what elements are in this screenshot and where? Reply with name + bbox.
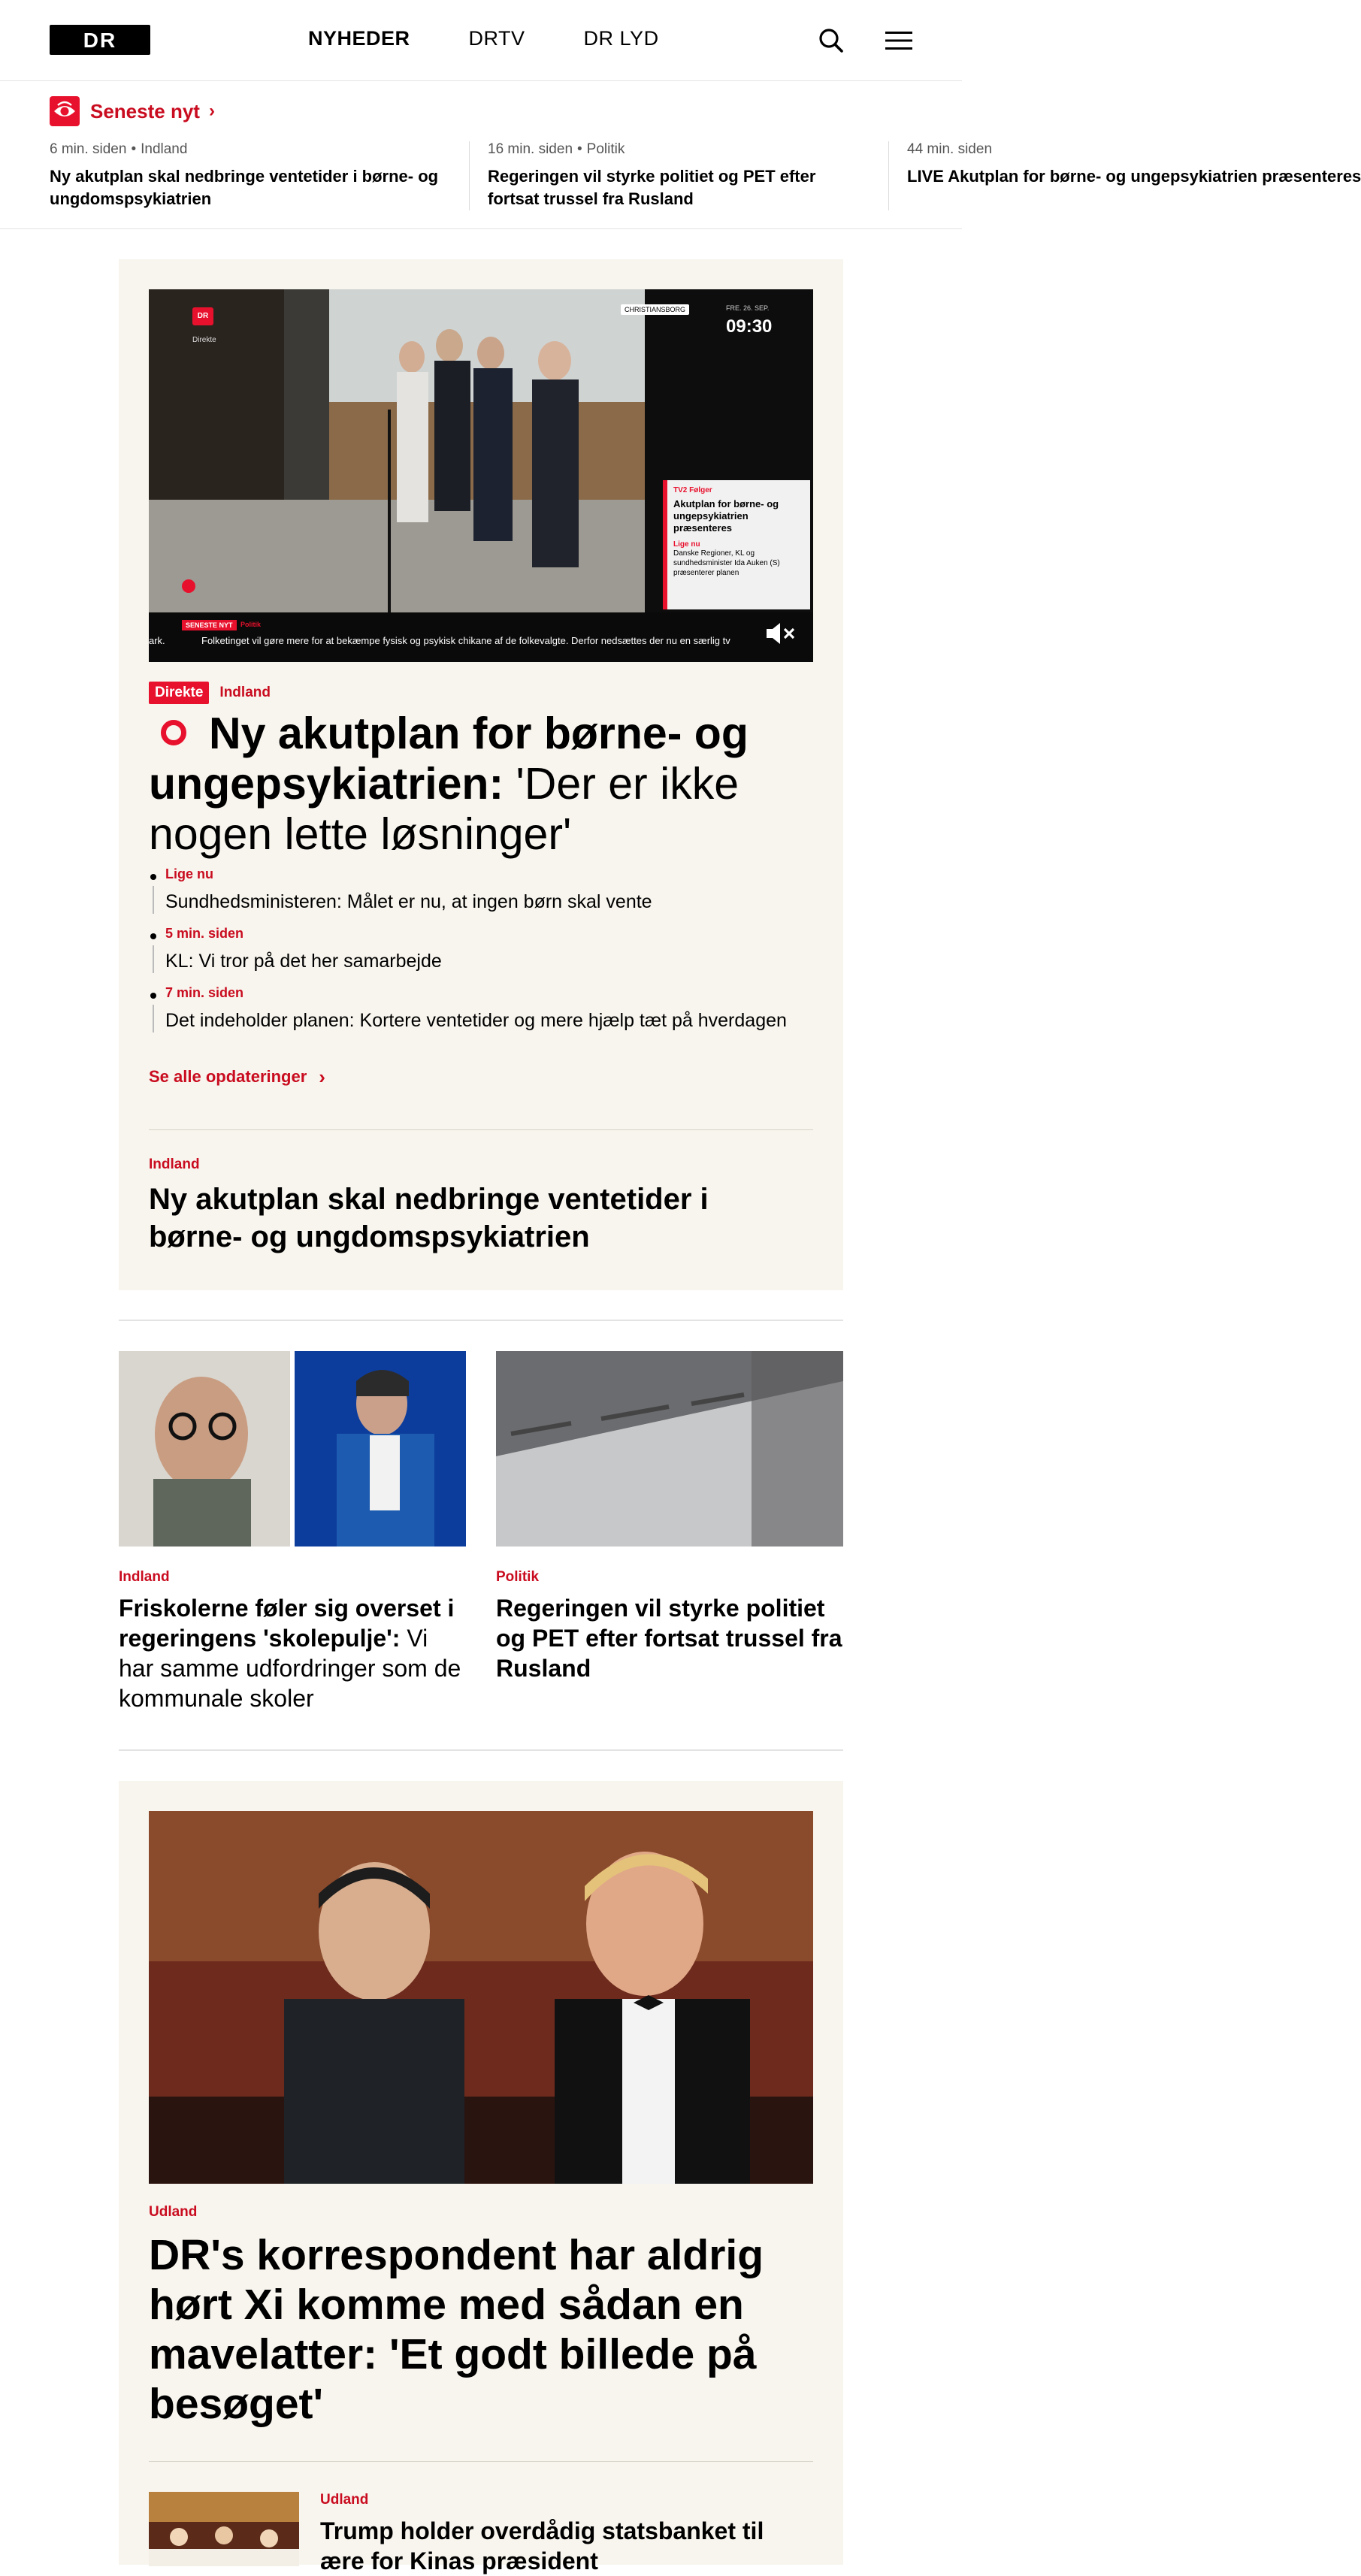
tile-category: Politik: [496, 1569, 540, 1585]
headline-rest: 'Der er ikke nogen lette løsninger': [149, 759, 739, 859]
ticker-sub: Politik: [240, 621, 262, 628]
live-update-item[interactable]: [149, 866, 795, 915]
live-updates-list: [149, 866, 795, 1045]
video-channel-label: CHRISTIANSBORG: [621, 304, 689, 315]
latest-news-item[interactable]: [888, 141, 1361, 210]
see-all-updates-link[interactable]: [149, 1067, 325, 1087]
feature-story-card: [119, 1781, 843, 2574]
panel-live: Lige nu: [673, 540, 700, 549]
latest-time: 16 min. siden: [488, 141, 573, 157]
headline-bold: DR's korrespondent har aldrig hørt Xi komme med sådan en mavelatter:: [149, 2231, 764, 2378]
latest-news-strip: [0, 0, 1361, 229]
eye-icon: [50, 96, 80, 126]
video-ticker: [149, 612, 813, 662]
latest-time: 6 min. siden: [50, 141, 127, 157]
nav-item-dr-lyd[interactable]: DR LYD: [583, 27, 659, 50]
meta-dot: •: [577, 141, 582, 157]
live-video-player[interactable]: [149, 289, 813, 662]
logo-text: DR: [83, 29, 117, 52]
update-text: KL: Vi tror på det her samarbejde: [165, 951, 442, 972]
latest-news-item[interactable]: [469, 141, 888, 210]
live-badge: Direkte: [149, 682, 209, 704]
story-tags: [149, 682, 271, 704]
ticker-text: Folketinget vil gøre mere for at bekæmpe fysisk og psykisk chikane af de folkevalgte. Derfor nedsættes der nu en særlig tv: [201, 635, 730, 646]
live-indicator-icon: [161, 720, 186, 745]
panel-title: Akutplan for børne- og ungepsykiatrien præsenteres: [673, 498, 779, 534]
latest-news-list: [50, 141, 1361, 210]
ticker-label: SENESTE NYT: [182, 620, 237, 630]
chevron-right-icon: ›: [208, 101, 215, 121]
video-overlay-logo: [192, 307, 213, 325]
section-divider: [119, 1320, 843, 1321]
card-divider: [149, 1129, 813, 1130]
latest-category: Politik: [586, 141, 625, 157]
story-photo[interactable]: [149, 1811, 813, 2184]
image-state-banquet: [149, 2492, 299, 2566]
sub-story-headline[interactable]: Ny akutplan skal nedbringe ventetider i børne- og ungdomspsykiatrien: [149, 1183, 709, 1253]
tile-category: Indland: [119, 1569, 170, 1585]
latest-meta: [50, 141, 451, 158]
image-portrait-pair: [119, 1351, 466, 1547]
feature-story-category[interactable]: Udland: [149, 2204, 198, 2220]
story-category[interactable]: Indland: [219, 685, 271, 700]
tile-headline: [496, 1593, 843, 1683]
story-tile[interactable]: [496, 1351, 843, 1727]
related-story-category: Udland: [320, 2492, 369, 2508]
video-overlay-label: Direkte: [192, 336, 216, 344]
headline-rest: 'Et godt billede på besøget': [149, 2330, 757, 2428]
section-divider: [119, 1749, 843, 1751]
live-update-item[interactable]: [149, 985, 795, 1034]
top-story-card: [119, 259, 843, 1290]
update-time: 5 min. siden: [165, 926, 244, 941]
related-story-headline: Trump holder overdådig statsbanket til ære for Kinas præsident: [320, 2517, 764, 2574]
latest-headline: LIVE Akutplan for børne- og ungepsykiatrien præsenteres: [907, 167, 1361, 186]
tile-headline-bold: Friskolerne føler sig overset i regeringens 'skolepulje':: [119, 1595, 455, 1652]
update-text: Sundhedsministeren: Målet er nu, at ingen børn skal vente: [165, 891, 652, 912]
video-clock: 09:30: [726, 316, 773, 337]
top-story-headline[interactable]: [149, 709, 795, 860]
latest-headline: Regeringen vil styrke politiet og PET efter fortsat trussel fra Rusland: [488, 167, 816, 208]
meta-dot: •: [131, 141, 137, 157]
tile-headline: [119, 1593, 466, 1713]
video-info-panel: [663, 480, 810, 609]
latest-news-header[interactable]: [50, 96, 215, 126]
mute-icon[interactable]: [764, 620, 797, 647]
nav-item-drtv[interactable]: DRTV: [468, 27, 525, 50]
ticker-prefix: ark.: [149, 635, 165, 646]
tile-headline-rest: Vi har samme udfordringer som de kommunale skoler: [119, 1625, 461, 1712]
story-image: [119, 1351, 466, 1547]
update-time: Lige nu: [165, 866, 213, 881]
image-pet-building: [496, 1351, 843, 1547]
video-date: FRE. 26. SEP.: [726, 304, 770, 312]
latest-meta: [488, 141, 870, 158]
chevron-right-icon: ›: [319, 1066, 325, 1088]
latest-time: 44 min. siden: [907, 141, 993, 157]
see-all-label: Se alle opdateringer: [149, 1067, 307, 1086]
feature-story-headline[interactable]: [149, 2230, 795, 2429]
overlay-logo-text: DR: [197, 312, 209, 320]
latest-news-item[interactable]: [50, 141, 469, 210]
story-image: [496, 1351, 843, 1547]
video-overlay-badge: [182, 579, 195, 593]
latest-headline: Ny akutplan skal nedbringe ventetider i børne- og ungdomspsykiatrien: [50, 167, 439, 208]
image-xi-trump: [149, 1811, 813, 2184]
update-text: Det indeholder planen: Kortere ventetider og mere hjælp tæt på hverdagen: [165, 1010, 787, 1031]
update-time: 7 min. siden: [165, 985, 244, 1000]
headline-bold: Ny akutplan for børne- og ungepsykiatrien:: [149, 709, 749, 809]
live-update-item[interactable]: [149, 926, 795, 975]
sub-story-category[interactable]: Indland: [149, 1156, 200, 1172]
panel-text: Danske Regioner, KL og sundhedsminister Ida Auken (S) præsenterer planen: [673, 549, 780, 577]
latest-meta: [907, 141, 1069, 158]
tile-headline-bold: Regeringen vil styrke politiet og PET efter fortsat trussel fra Rusland: [496, 1595, 842, 1682]
latest-category: Indland: [141, 141, 188, 157]
related-story-thumbnail: [149, 2492, 299, 2566]
story-tile[interactable]: [119, 1351, 466, 1727]
latest-news-title: Seneste nyt: [90, 99, 200, 122]
panel-source: TV2 Følger: [673, 486, 712, 494]
card-divider: [149, 2461, 813, 2462]
nav-item-nyheder[interactable]: NYHEDER: [308, 27, 410, 50]
